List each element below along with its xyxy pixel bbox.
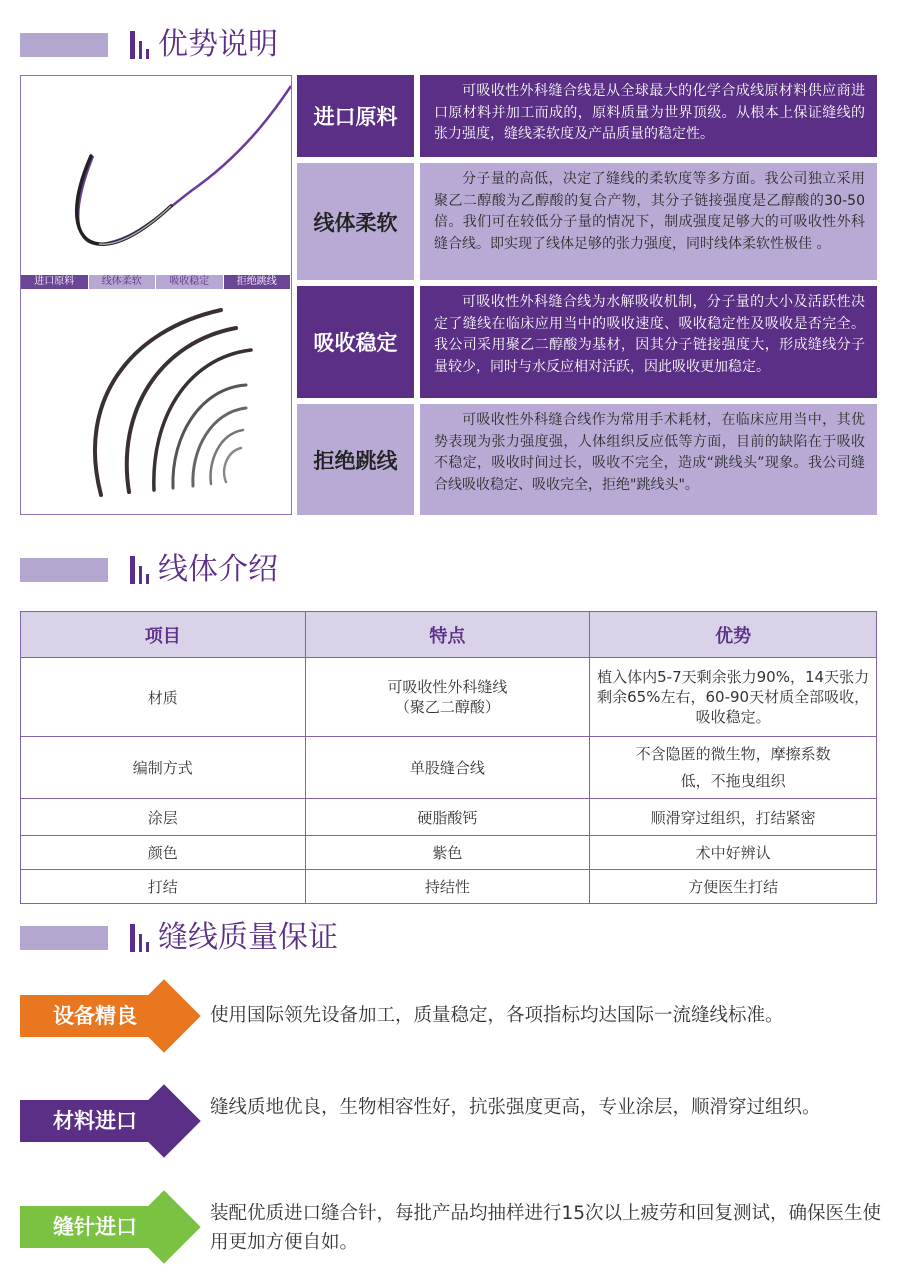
heading-bar bbox=[20, 33, 108, 57]
strip-label: 线体柔软 bbox=[89, 275, 157, 289]
table-row bbox=[21, 799, 877, 836]
badge-label: 材料进口 bbox=[53, 1109, 137, 1133]
table-cell: 可吸收性外科缝线 （聚乙二醇酸） bbox=[305, 658, 590, 737]
table-cell: 编制方式 bbox=[21, 737, 306, 799]
table-cell: 不含隐匿的微生物，摩擦系数低，不拖曳组织 bbox=[590, 737, 877, 799]
quality-text-needle: 装配优质进口缝合针，每批产品均抽样进行15次以上疲劳和回复测试，确保医生使用更加方便自如。 bbox=[210, 1203, 882, 1253]
heading-bar bbox=[20, 926, 108, 950]
table-cell: 持结性 bbox=[305, 870, 590, 904]
heading-mark bbox=[139, 41, 142, 59]
quality-text-material: 缝线质地优良，生物相容性好，抗张强度更高，专业涂层，顺滑穿过组织。 bbox=[210, 1097, 821, 1118]
section-title: 优势说明 bbox=[158, 27, 278, 62]
suture-needle-image bbox=[21, 76, 291, 274]
table-row bbox=[21, 836, 877, 870]
heading-mark bbox=[130, 31, 135, 59]
heading-mark bbox=[139, 934, 142, 952]
table-header-row bbox=[21, 612, 877, 658]
quality-badge-material bbox=[20, 1084, 190, 1158]
advantage-label-soft: 线体柔软 bbox=[297, 163, 414, 280]
advantage-label-stable: 吸收稳定 bbox=[297, 286, 414, 398]
table-row bbox=[21, 737, 877, 799]
table-cell: 颜色 bbox=[21, 836, 306, 870]
image-caption-strip bbox=[21, 275, 291, 289]
heading-mark bbox=[130, 556, 135, 584]
heading-mark bbox=[146, 574, 149, 584]
table-header: 特点 bbox=[305, 612, 590, 658]
table-cell: 涂层 bbox=[21, 799, 306, 836]
quality-badge-equipment bbox=[20, 979, 190, 1053]
table-cell: 紫色 bbox=[305, 836, 590, 870]
advantage-text-soft: 分子量的高低，决定了缝线的柔软度等多方面。我公司独立采用聚乙二醇酸为乙醇酸的复合产物，其分子链接强度是乙醇酸的30-50倍。我们可在较低分子量的情况下，制成强度足够大的可吸收性外科缝合线。即实现了线体足够的张力强度，同时线体柔软性极佳 。 bbox=[420, 163, 877, 280]
table-header: 项目 bbox=[21, 612, 306, 658]
product-image-panel bbox=[20, 75, 292, 515]
advantage-label-no-skip: 拒绝跳线 bbox=[297, 404, 414, 515]
heading-mark bbox=[146, 49, 149, 59]
table-cell: 方便医生打结 bbox=[590, 870, 877, 904]
section-title: 缝线质量保证 bbox=[158, 920, 338, 955]
strip-label: 拒绝跳线 bbox=[224, 275, 292, 289]
table-cell: 顺滑穿过组织，打结紧密 bbox=[590, 799, 877, 836]
strip-label: 吸收稳定 bbox=[156, 275, 224, 289]
heading-mark bbox=[139, 566, 142, 584]
table-cell: 单股缝合线 bbox=[305, 737, 590, 799]
table-cell: 植入体内5-7天剩余张力90%，14天张力剩余65%左右，60-90天材质全部吸收，吸收稳定。 bbox=[590, 658, 877, 737]
heading-bar bbox=[20, 558, 108, 582]
section-heading-intro bbox=[20, 550, 520, 590]
advantage-text-no-skip: 可吸收性外科缝合线作为常用手术耗材，在临床应用当中，其优势表现为张力强度强，人体组织反应低等方面，目前的缺陷在于吸收不稳定，吸收时间过长，吸收不完全，造成“跳线头”现象。我公司缝合线吸收稳定、吸收完全，拒绝"跳线头"。 bbox=[420, 404, 877, 515]
advantage-text-import: 可吸收性外科缝合线是从全球最大的化学合成线原材料供应商进口原材料并加工而成的，原料质量为世界顶级。从根本上保证缝线的张力强度，缝线柔软度及产品质量的稳定性。 bbox=[420, 75, 877, 157]
table-header: 优势 bbox=[590, 612, 877, 658]
table-row bbox=[21, 658, 877, 737]
quality-text-equipment: 使用国际领先设备加工，质量稳定，各项指标均达国际一流缝线标准。 bbox=[210, 1005, 784, 1026]
needle-set-image bbox=[21, 290, 291, 514]
quality-badge-needle bbox=[20, 1190, 190, 1264]
table-cell: 术中好辨认 bbox=[590, 836, 877, 870]
suture-spec-table bbox=[20, 611, 877, 904]
strip-label: 进口原料 bbox=[21, 275, 89, 289]
badge-label: 缝针进口 bbox=[53, 1215, 137, 1239]
section-heading-advantages bbox=[20, 25, 520, 65]
advantage-label-import: 进口原料 bbox=[297, 75, 414, 157]
section-heading-quality bbox=[20, 918, 520, 958]
badge-label: 设备精良 bbox=[53, 1004, 137, 1028]
heading-mark bbox=[146, 942, 149, 952]
table-cell: 硬脂酸钙 bbox=[305, 799, 590, 836]
advantage-text-stable: 可吸收性外科缝合线为水解吸收机制，分子量的大小及活跃性决定了缝线在临床应用当中的吸收速度、吸收稳定性及吸收是否完全。我公司采用聚乙二醇酸为基材，因其分子链接强度大，形成缝线分子量较少，同时与水反应相对活跃，因此吸收更加稳定。 bbox=[420, 286, 877, 398]
heading-mark bbox=[130, 924, 135, 952]
table-cell: 打结 bbox=[21, 870, 306, 904]
table-row bbox=[21, 870, 877, 904]
table-cell: 材质 bbox=[21, 658, 306, 737]
section-title: 线体介绍 bbox=[158, 552, 278, 587]
